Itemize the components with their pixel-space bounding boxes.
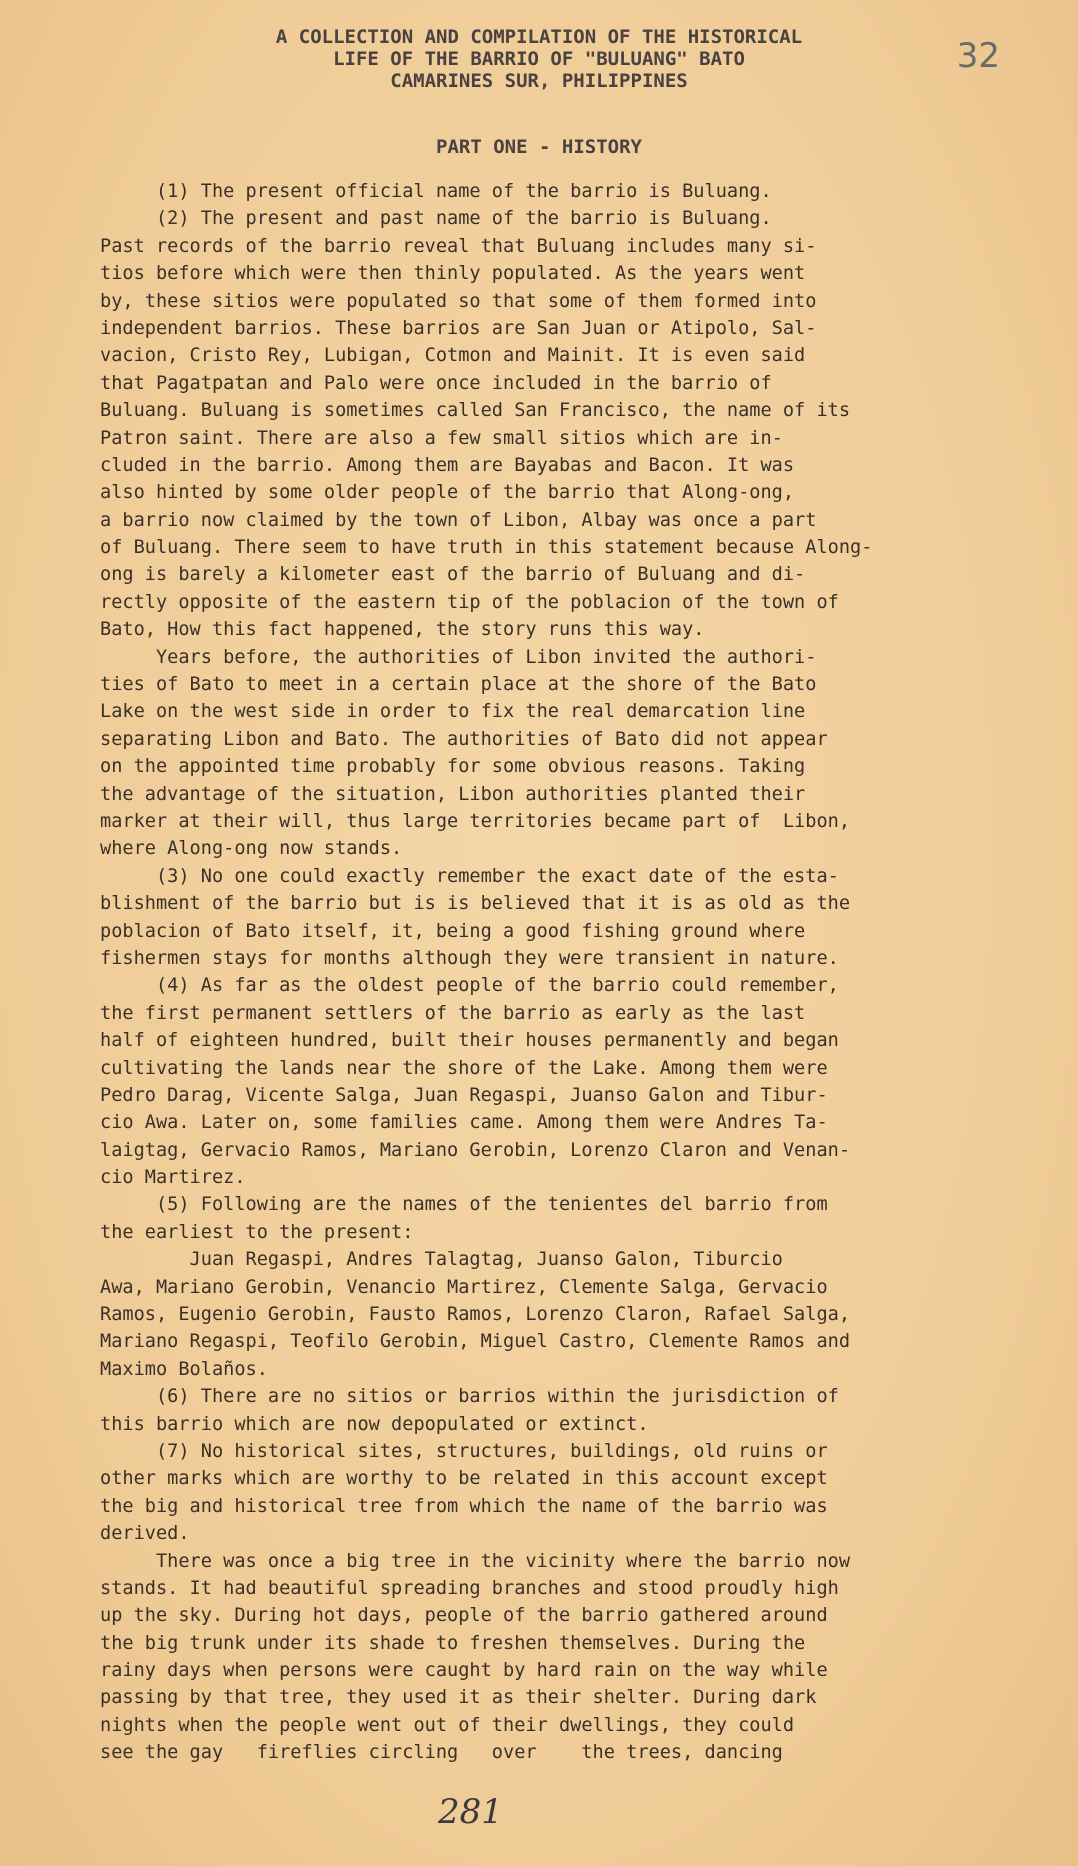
body-line: (7) No historical sites, structures, buildings, old ruins or xyxy=(100,1440,828,1462)
body-line: (5) Following are the names of the tenientes del barrio from xyxy=(100,1194,828,1216)
body-line: on the appointed time probably for some obvious reasons. Taking xyxy=(100,756,806,778)
body-line: by, these sitios were populated so that some of them formed into xyxy=(100,290,817,312)
body-line: Pedro Darag, Vicente Salga, Juan Regaspi, Juanso Galon and Tibur- xyxy=(100,1084,828,1106)
part-title: PART ONE - HISTORY xyxy=(436,136,642,158)
body-line: stands. It had beautiful spreading branches and stood proudly high xyxy=(100,1577,839,1599)
body-line: rectly opposite of the eastern tip of the poblacion of the town of xyxy=(100,591,839,613)
body-line: fishermen stays for months although they were transient in nature. xyxy=(100,947,839,969)
body-line: rainy days when persons were caught by hard rain on the way while xyxy=(100,1660,828,1682)
body-line: tios before which were then thinly populated. As the years went xyxy=(100,263,806,285)
body-line: cluded in the barrio. Among them are Bayabas and Bacon. It was xyxy=(100,454,795,476)
body-line: up the sky. During hot days, people of the barrio gathered around xyxy=(100,1605,828,1627)
body-line: Ramos, Eugenio Gerobin, Fausto Ramos, Lorenzo Claron, Rafael Salga, xyxy=(100,1304,851,1326)
body-line: cio Martirez. xyxy=(100,1167,246,1189)
page-number: 32 xyxy=(956,36,1000,76)
body-line: Buluang. Buluang is sometimes called San Francisco, the name of its xyxy=(100,400,851,422)
header-line-2: LIFE OF THE BARRIO OF "BULUANG" BATO xyxy=(333,48,745,70)
body-line: Past records of the barrio reveal that Buluang includes many si- xyxy=(100,235,817,257)
body-line: derived. xyxy=(100,1523,190,1545)
body-line: other marks which are worthy to be related in this account except xyxy=(100,1468,828,1490)
handwritten-page-number: 281 xyxy=(438,1792,503,1832)
body-line: that Pagatpatan and Palo were once included in the barrio of xyxy=(100,372,772,394)
body-line: ties of Bato to meet in a certain place at the shore of the Bato xyxy=(100,674,817,696)
document-header xyxy=(0,26,1078,92)
body-line: where Along-ong now stands. xyxy=(100,838,403,860)
body-line: Mariano Regaspi, Teofilo Gerobin, Miguel Castro, Clemente Ramos and xyxy=(100,1331,851,1353)
body-line: Juan Regaspi, Andres Talagtag, Juanso Galon, Tiburcio xyxy=(100,1249,783,1271)
body-line: see the gay fireflies circling over the trees, dancing xyxy=(100,1742,783,1764)
document-body xyxy=(100,178,1060,1767)
body-line: also hinted by some older people of the barrio that Along-ong, xyxy=(100,482,795,504)
body-line: independent barrios. These barrios are San Juan or Atipolo, Sal- xyxy=(100,317,817,339)
body-line: blishment of the barrio but is is believed that it is as old as the xyxy=(100,893,851,915)
body-line: separating Libon and Bato. The authorities of Bato did not appear xyxy=(100,728,828,750)
body-line: (3) No one could exactly remember the exact date of the esta- xyxy=(100,865,839,887)
body-line: marker at their will, thus large territories became part of Libon, xyxy=(100,810,851,832)
body-line: Awa, Mariano Gerobin, Venancio Martirez, Clemente Salga, Gervacio xyxy=(100,1276,828,1298)
body-line: nights when the people went out of their dwellings, they could xyxy=(100,1714,795,1736)
body-line: (2) The present and past name of the barrio is Buluang. xyxy=(100,208,772,230)
body-line: Maximo Bolaños. xyxy=(100,1358,268,1380)
body-line: vacion, Cristo Rey, Lubigan, Cotmon and Mainit. It is even said xyxy=(100,345,806,367)
body-line: the advantage of the situation, Libon authorities planted their xyxy=(100,783,806,805)
body-line: laigtag, Gervacio Ramos, Mariano Gerobin, Lorenzo Claron and Venan- xyxy=(100,1139,851,1161)
body-line: poblacion of Bato itself, it, being a good fishing ground where xyxy=(100,920,806,942)
body-line: cultivating the lands near the shore of the Lake. Among them were xyxy=(100,1057,828,1079)
body-line: half of eighteen hundred, built their houses permanently and began xyxy=(100,1030,839,1052)
body-line: a barrio now claimed by the town of Libon, Albay was once a part xyxy=(100,509,817,531)
body-line: ong is barely a kilometer east of the barrio of Buluang and di- xyxy=(100,564,806,586)
body-line: (6) There are no sitios or barrios within the jurisdiction of xyxy=(100,1386,839,1408)
body-line: (4) As far as the oldest people of the barrio could remember, xyxy=(100,975,839,997)
body-line: passing by that tree, they used it as their shelter. During dark xyxy=(100,1687,817,1709)
body-line: the big trunk under its shade to freshen themselves. During the xyxy=(100,1632,806,1654)
header-line-1: A COLLECTION AND COMPILATION OF THE HISTORICAL xyxy=(275,26,803,48)
body-line: cio Awa. Later on, some families came. Among them were Andres Ta- xyxy=(100,1112,828,1134)
body-line: the earliest to the present: xyxy=(100,1221,414,1243)
body-line: of Buluang. There seem to have truth in this statement because Along- xyxy=(100,537,873,559)
body-line: (1) The present official name of the barrio is Buluang. xyxy=(100,181,772,202)
body-line: There was once a big tree in the vicinity where the barrio now xyxy=(100,1550,851,1572)
body-line: Years before, the authorities of Libon invited the authori- xyxy=(100,646,817,668)
body-line: the first permanent settlers of the barrio as early as the last xyxy=(100,1002,806,1024)
body-line: the big and historical tree from which the name of the barrio was xyxy=(100,1495,828,1517)
body-line: Bato, How this fact happened, the story runs this way. xyxy=(100,619,705,641)
header-line-3: CAMARINES SUR, PHILIPPINES xyxy=(390,70,688,92)
body-line: this barrio which are now depopulated or extinct. xyxy=(100,1413,649,1435)
body-line: Patron saint. There are also a few small sitios which are in- xyxy=(100,427,783,449)
body-line: Lake on the west side in order to fix the real demarcation line xyxy=(100,701,806,723)
